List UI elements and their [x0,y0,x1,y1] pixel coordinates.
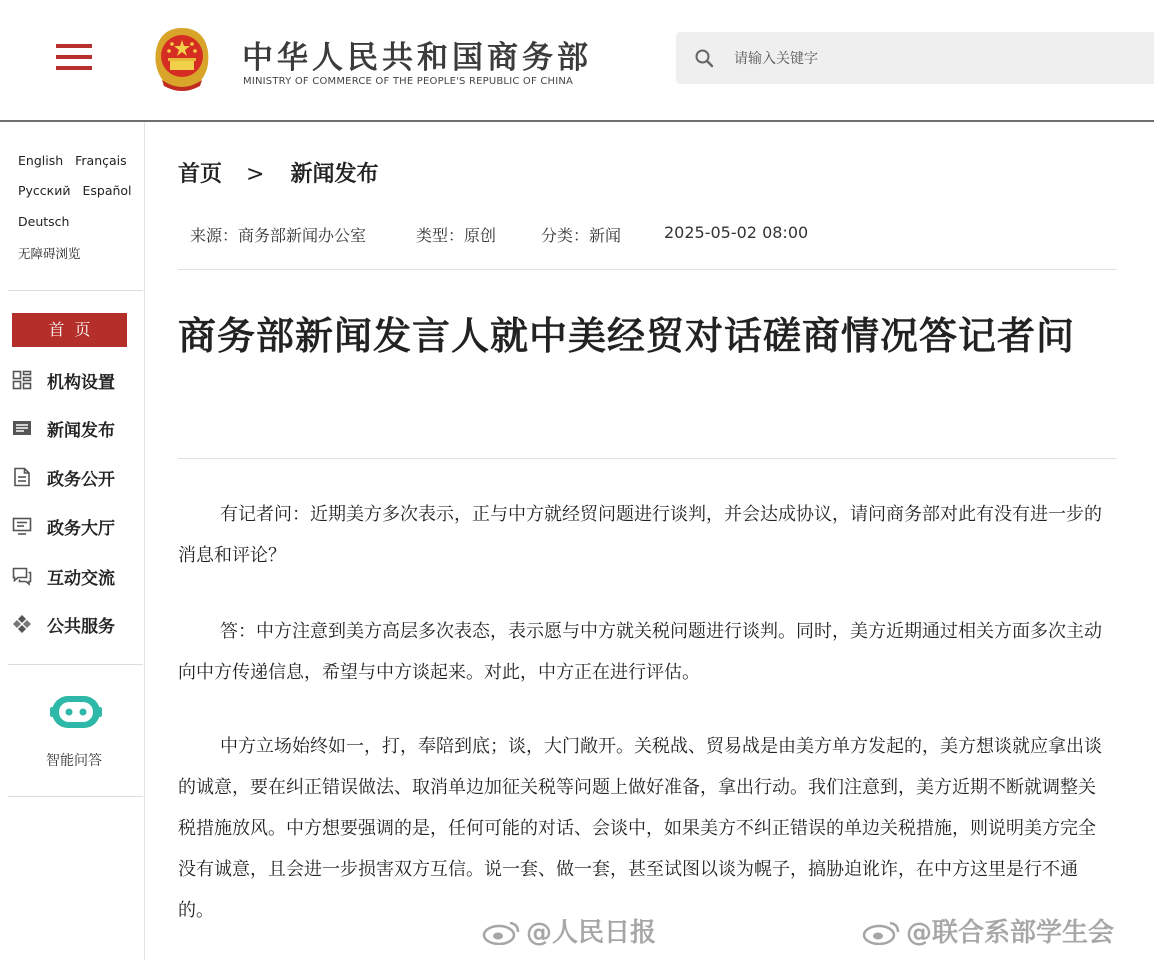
sidebar-item-label: 新闻发布 [47,421,115,441]
sidebar-item-public-service[interactable] [12,609,142,639]
site-header [0,0,1154,122]
article-title: 商务部新闻发言人就中美经贸对话磋商情况答记者问 [178,314,1076,358]
robot-assistant-icon[interactable] [50,690,102,734]
sidebar-item-label: 互动交流 [47,569,115,589]
menu-icon[interactable] [56,44,92,70]
sidebar-home-button[interactable]: 首页 [12,313,127,347]
language-links-row-2 [18,183,144,198]
sidebar-item-gov-hall[interactable] [12,511,142,541]
search-box[interactable] [676,32,1154,84]
meta-source: 来源：商务部新闻办公室 [190,226,367,245]
article-paragraph: 有记者问：近期美方多次表示，正与中方就经贸问题进行谈判，并会达成协议，请问商务部对此有没有进一步的消息和评论？ [178,504,1102,566]
assistant-label[interactable]: 智能问答 [46,753,102,769]
lang-spanish[interactable]: Español [82,183,132,198]
title-divider [178,458,1117,459]
sidebar-item-news[interactable] [12,413,142,443]
org-grid-icon [12,370,32,390]
watermark-student-union [862,912,1114,949]
news-icon [12,418,32,438]
lang-russian[interactable]: Русский [18,183,71,198]
weibo-icon [862,919,902,945]
meta-category: 分类：新闻 [541,226,622,245]
sidebar-item-org[interactable] [12,365,142,395]
site-name-en: MINISTRY OF COMMERCE OF THE PEOPLE'S REPUBLIC OF CHINA [243,76,574,87]
lang-english[interactable]: English [18,153,64,168]
sidebar [0,122,145,960]
sidebar-item-label: 公共服务 [47,617,115,637]
service-icon [12,614,32,634]
article-paragraph: 答：中方注意到美方高层多次表态，表示愿与中方就关税问题进行谈判。同时，美方近期通过相关方面多次主动向中方传递信息，希望与中方谈起来。对此，中方正在进行评估。 [178,621,1102,683]
sidebar-item-label: 政务公开 [47,470,115,490]
watermark-text: @人民日报 [526,918,657,948]
lang-german[interactable]: Deutsch [18,214,70,229]
sidebar-item-interaction[interactable] [12,561,142,591]
sidebar-item-gov-info[interactable] [12,462,142,492]
search-icon[interactable] [694,48,714,68]
article-paragraph: 中方立场始终如一，打，奉陪到底；谈，大门敞开。关税战、贸易战是由美方单方发起的，美方想谈就应拿出谈的诚意，要在纠正错误做法、取消单边加征关税等问题上做好准备，拿出行动。我们注意到，美方近期不断就调整关税措施放风。中方想要强调的是，任何可能的对话、会谈中，如果美方不纠正错误的单边关税措施，则说明美方完全没有诚意，且会进一步损害双方互信。说一套、做一套，甚至试图以谈为幌子，搞胁迫讹诈，在中方这里是行不通的。 [178,736,1102,921]
breadcrumb-current[interactable]: 新闻发布 [290,162,379,187]
chat-icon [12,566,32,586]
sidebar-item-label: 政务大厅 [47,519,115,539]
breadcrumb-separator: > [246,162,265,187]
watermark-text: @联合系部学生会 [906,918,1115,948]
accessibility-link[interactable]: 无障碍浏览 [18,246,81,261]
language-links-row-1 [18,153,139,168]
sidebar-divider [8,664,143,665]
sidebar-divider [8,796,143,797]
lang-french[interactable]: Français [75,153,127,168]
site-name-cn: 中华人民共和国商务部 [242,40,592,76]
breadcrumb-home[interactable]: 首页 [178,162,223,187]
search-input[interactable] [732,44,1136,74]
breadcrumb [178,157,378,188]
weibo-icon [482,919,522,945]
watermark-people-daily [482,912,656,949]
monitor-icon [12,516,32,536]
language-links-row-3 [18,214,81,229]
sidebar-item-label: 机构设置 [47,373,115,393]
document-icon [12,467,32,487]
meta-divider [178,269,1117,270]
meta-type: 类型：原创 [416,226,497,245]
meta-datetime: 2025-05-02 08:00 [664,223,809,242]
national-emblem-icon [148,24,216,96]
sidebar-divider [8,290,143,291]
